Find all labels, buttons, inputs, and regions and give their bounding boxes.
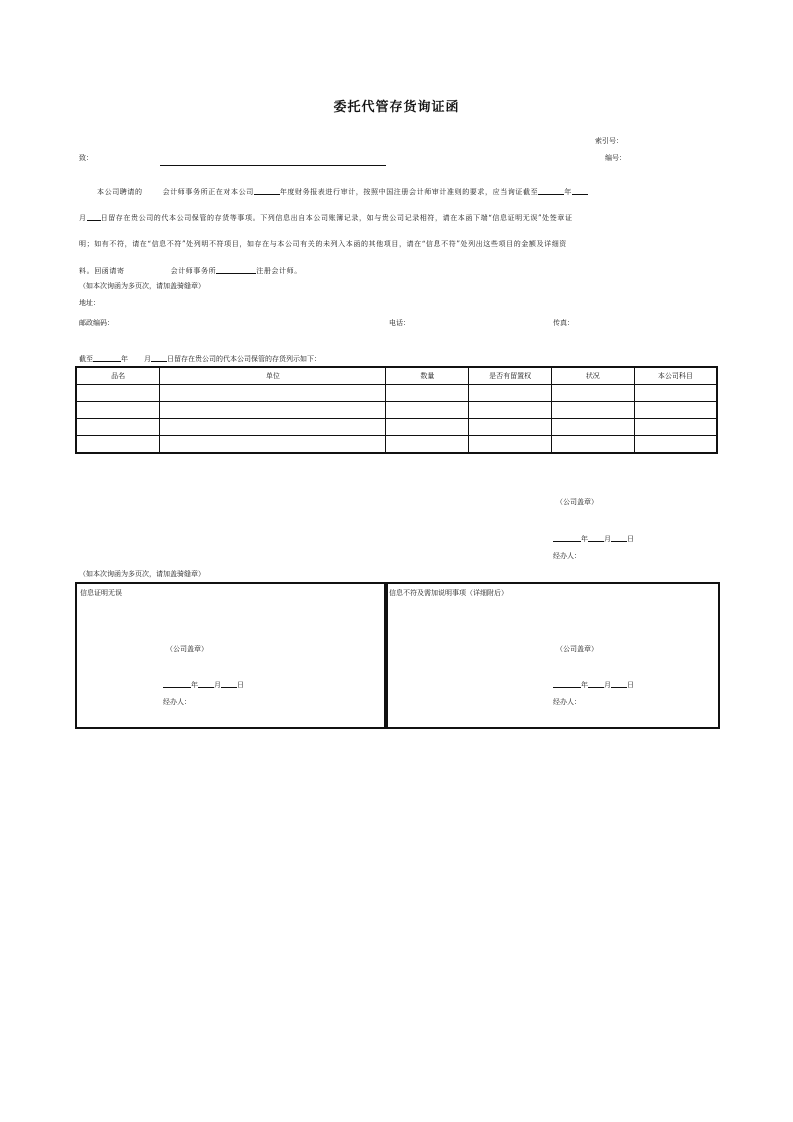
multipage-note: （如本次询函为多页次，请加盖骑缝章）: [79, 282, 205, 290]
inventory-intro: [79, 353, 321, 364]
date-month: 月: [604, 535, 611, 543]
reply-box-correct-header: 信息证明无误: [80, 589, 122, 597]
intro-text: 年: [121, 355, 128, 363]
reply-handler-label: 经办人：: [163, 698, 191, 706]
body-text: 月: [79, 214, 87, 222]
column-header: 本公司科目: [634, 367, 717, 385]
body-text: 会计师事务所: [170, 267, 217, 275]
table-cell[interactable]: [160, 385, 386, 402]
table-header-row: [76, 367, 717, 385]
body-text: 本公司聘请的: [97, 188, 143, 196]
month-blank[interactable]: [572, 186, 588, 195]
reply-handler-label: 经办人：: [553, 698, 581, 706]
ref-label: 索引号：: [595, 137, 623, 145]
sign-day-blank[interactable]: [611, 533, 627, 542]
date-year: 年: [581, 681, 588, 689]
to-label: 致：: [79, 154, 93, 162]
reply-box-discrepancy-header: 信息不符及需加说明事项（详细附后）: [389, 589, 508, 597]
table-cell[interactable]: [386, 385, 469, 402]
company-stamp-label: （公司盖章）: [556, 498, 598, 506]
table-cell[interactable]: [160, 419, 386, 436]
table-cell[interactable]: [551, 402, 634, 419]
column-header: 状况: [551, 367, 634, 385]
day-blank[interactable]: [87, 212, 101, 221]
reply-sign-date: [553, 679, 634, 690]
phone-label: 电话：: [389, 319, 410, 327]
table-cell[interactable]: [76, 419, 160, 436]
cpa-blank[interactable]: [216, 265, 256, 274]
intro-year-blank[interactable]: [93, 353, 121, 362]
fax-label: 传真：: [553, 319, 574, 327]
year-blank[interactable]: [538, 186, 564, 195]
body-text: 日留存在贵公司的代本公司保管的存货等事项。下列信息出自本公司账簿记录，如与贵公司记录相符，请在本函下端“信息证明无误”处签章证: [100, 214, 573, 222]
reply-box-correct[interactable]: [75, 582, 388, 729]
table-cell[interactable]: [551, 419, 634, 436]
column-header: 是否有留置权: [469, 367, 552, 385]
reply-sign-date: [163, 679, 244, 690]
table-cell[interactable]: [386, 402, 469, 419]
company-sign-date: [553, 533, 634, 544]
intro-day-blank[interactable]: [151, 353, 167, 362]
recipient-field[interactable]: [160, 165, 386, 166]
reply-year-blank[interactable]: [553, 679, 581, 688]
table-cell[interactable]: [469, 436, 552, 454]
fiscal-year-blank[interactable]: [254, 186, 280, 195]
table-cell[interactable]: [634, 402, 717, 419]
column-header: 单位: [160, 367, 386, 385]
date-month: 月: [604, 681, 611, 689]
reply-month-blank[interactable]: [198, 679, 214, 688]
firm-blank[interactable]: [143, 187, 163, 195]
company-handler-label: 经办人：: [553, 552, 581, 560]
table-cell[interactable]: [634, 385, 717, 402]
page-title: 委托代管存货询证函: [333, 100, 460, 115]
table-cell[interactable]: [551, 436, 634, 454]
table-cell[interactable]: [469, 419, 552, 436]
address-label: 地址：: [79, 299, 100, 307]
table-row: [76, 436, 717, 454]
postcode-label: 邮政编码：: [79, 319, 114, 327]
column-header: 品名: [76, 367, 160, 385]
intro-text: 日留存在贵公司的代本公司保管的存货列示如下：: [167, 355, 321, 363]
table-cell[interactable]: [386, 419, 469, 436]
body-line-1: [97, 186, 737, 197]
table-cell[interactable]: [76, 436, 160, 454]
date-year: 年: [191, 681, 198, 689]
number-label: 编号：: [605, 154, 626, 162]
body-line-4: [79, 265, 719, 276]
date-month: 月: [214, 681, 221, 689]
reply-stamp-label: （公司盖章）: [556, 645, 598, 653]
table-row: [76, 419, 717, 436]
table-cell[interactable]: [160, 436, 386, 454]
body-text: 年: [564, 188, 572, 196]
body-line-2: [79, 212, 719, 223]
table-cell[interactable]: [634, 419, 717, 436]
intro-text: 截至: [79, 355, 93, 363]
body-text: 年度财务报表进行审计，按照中国注册会计师审计准则的要求，应当询证截至: [279, 188, 539, 196]
table-cell[interactable]: [76, 385, 160, 402]
table-cell[interactable]: [634, 436, 717, 454]
date-day: 日: [627, 535, 634, 543]
multipage-note-2: （如本次询函为多页次，请加盖骑缝章）: [79, 570, 205, 578]
inventory-table: [75, 366, 718, 454]
table-cell[interactable]: [469, 385, 552, 402]
reply-month-blank[interactable]: [588, 679, 604, 688]
body-text: 料。回函请寄: [79, 267, 125, 275]
column-header: 数量: [386, 367, 469, 385]
firm-blank-2[interactable]: [125, 266, 171, 274]
body-text: 注册会计师。: [256, 267, 302, 275]
body-line-3: 明；如有不符，请在“信息不符”处列明不符项目，如存在与本公司有关的未列入本函的其他项目，请在“信息不符”处列出这些项目的金额及详细资: [79, 240, 567, 248]
table-cell[interactable]: [160, 402, 386, 419]
date-day: 日: [627, 681, 634, 689]
reply-year-blank[interactable]: [163, 679, 191, 688]
intro-text: 月: [144, 355, 151, 363]
table-row: [76, 385, 717, 402]
sign-year-blank[interactable]: [553, 533, 581, 542]
table-cell[interactable]: [386, 436, 469, 454]
table-row: [76, 402, 717, 419]
table-cell[interactable]: [551, 385, 634, 402]
sign-month-blank[interactable]: [588, 533, 604, 542]
table-cell[interactable]: [469, 402, 552, 419]
reply-day-blank[interactable]: [611, 679, 627, 688]
body-text: 会计师事务所正在对本公司: [162, 188, 254, 196]
date-year: 年: [581, 535, 588, 543]
table-cell[interactable]: [76, 402, 160, 419]
reply-box-discrepancy[interactable]: [384, 582, 720, 729]
reply-stamp-label: （公司盖章）: [166, 645, 208, 653]
reply-day-blank[interactable]: [221, 679, 237, 688]
date-day: 日: [237, 681, 244, 689]
